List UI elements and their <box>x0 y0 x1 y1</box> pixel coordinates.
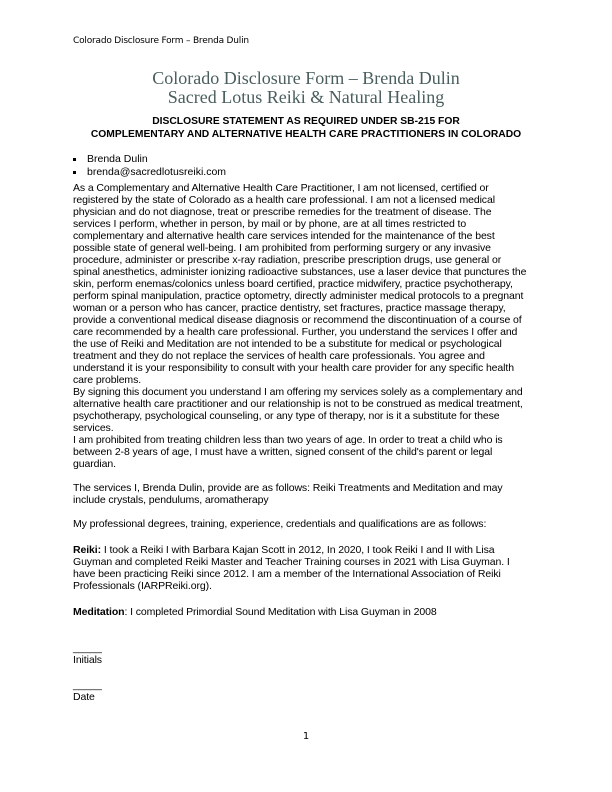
text-line: care recommended by a health care professional. Further, you understand the services I offer and <box>73 326 518 338</box>
bullet-icon <box>73 171 76 174</box>
meditation-paragraph <box>73 606 526 618</box>
text-line: The services I, Brenda Dulin, provide are as follows: Reiki Treatments and Meditation and may <box>73 482 503 494</box>
text-line: have been practicing Reiki since 2012. I am a member of the International Association of Reiki <box>73 568 501 580</box>
running-header: Colorado Disclosure Form – Brenda Dulin <box>73 36 249 46</box>
title-line: Colorado Disclosure Form – Brenda Dulin <box>152 68 460 88</box>
text-line: registered by the state of Colorado as a health care professional. I am not a licensed medical <box>73 194 495 206</box>
text-line: procedure, administer or prescribe x-ray radiation, prescribe prescription drugs, use general or <box>73 254 502 266</box>
text-line: possible state of general well-being. I am prohibited from performing surgery or any invasive <box>73 242 491 254</box>
initials-label: Initials <box>73 654 102 666</box>
text-line: complementary and alternative health care services intended for the maintenance of the best <box>73 230 495 242</box>
contact-name-text: Brenda Dulin <box>87 153 148 165</box>
contact-list <box>73 153 226 179</box>
subtitle-line: Sacred Lotus Reiki & Natural Healing <box>167 87 445 107</box>
text-line: guardian. <box>73 458 116 470</box>
date-field[interactable] <box>73 679 526 703</box>
date-label: Date <box>73 691 95 703</box>
disclosure-heading <box>0 115 612 141</box>
disclaimer-paragraph <box>73 182 526 386</box>
contact-email <box>73 166 226 179</box>
qualifications-intro: My professional degrees, training, experience, credentials and qualifications are as follows: <box>73 518 487 530</box>
services-paragraph <box>73 482 526 506</box>
signing-paragraph <box>73 386 526 434</box>
text-line: woman or a person who has cancer, practice dentistry, set fractures, practice massage therapy, <box>73 302 506 314</box>
text-line: provide a conventional medical disease diagnosis or recommend the discontinuation of a course of <box>73 314 522 326</box>
text-line: skin, perform enemas/colonics unless board certified, practice midwifery, practice psychotherapy, <box>73 278 513 290</box>
text-line: As a Complementary and Alternative Health Care Practitioner, I am not licensed, certified or <box>73 182 489 194</box>
heading-line: DISCLOSURE STATEMENT AS REQUIRED UNDER SB-215 FOR <box>152 116 460 127</box>
text-line: physician and do not diagnose, treat or prescribe remedies for the treatment of disease. The <box>73 206 492 218</box>
text-line: I took a Reiki I with Barbara Kajan Scott in 2012, In 2020, I took Reiki I and II with Lisa <box>101 544 495 556</box>
heading-line: COMPLEMENTARY AND ALTERNATIVE HEALTH CARE PRACTITIONERS IN COLORADO <box>90 129 522 140</box>
text-line: By signing this document you understand I am offering my services solely as a complementary and <box>73 386 523 398</box>
text-line: spinal anesthetics, administer ionizing radioactive substances, use a laser device that punctures the <box>73 266 527 278</box>
initials-blank[interactable]: _____ <box>73 642 102 654</box>
text-line: alternative health care practitioner and our relationship is not to be construed as medical treatment, <box>73 398 523 410</box>
text-line: services I perform, whether in person, by mail or by phone, are at all times restricted to <box>73 218 467 230</box>
text-line: between 2-8 years of age, I must have a written, signed consent of the child's parent or legal <box>73 446 493 458</box>
page-number: 1 <box>302 731 310 742</box>
text-line: perform spinal manipulation, practice optometry, directly administer medical protocols to a pregnant <box>73 290 524 302</box>
text-line: the use of Reiki and Meditation are not intended to be a substitute for medical or psychological <box>73 338 502 350</box>
contact-name <box>73 153 226 166</box>
text-line: psychotherapy, psychological counseling, or any type of therapy, nor is it a substitute for these <box>73 410 500 422</box>
children-paragraph <box>73 434 526 470</box>
meditation-label: Meditation <box>73 606 125 618</box>
reiki-paragraph <box>73 544 526 592</box>
text-line: understand it is your responsibility to consult with your health care provider for any specific health <box>73 362 514 374</box>
text-line: treatment and they do not replace the services of health care professionals. You agree and <box>73 350 485 362</box>
text-line: Professionals (IARPReiki.org). <box>73 580 212 592</box>
text-line: : I completed Primordial Sound Meditation with Lisa Guyman in 2008 <box>124 606 437 618</box>
text-line: Guyman and completed Reiki Master and Teacher Training courses in 2021 with Lisa Guyman. I <box>73 556 510 568</box>
contact-email-text: brenda@sacredlotusreiki.com <box>87 166 227 178</box>
text-line: care problems. <box>73 374 142 386</box>
text-line: services. <box>73 422 114 434</box>
document-body <box>73 182 526 703</box>
date-blank[interactable]: _____ <box>73 679 102 691</box>
initials-field[interactable] <box>73 642 526 666</box>
reiki-label: Reiki: <box>73 544 101 556</box>
text-line: include crystals, pendulums, aromatherapy <box>73 494 269 506</box>
text-line: I am prohibited from treating children less than two years of age. In order to treat a child who is <box>73 434 503 446</box>
bullet-icon <box>73 158 76 161</box>
document-title <box>0 69 612 107</box>
